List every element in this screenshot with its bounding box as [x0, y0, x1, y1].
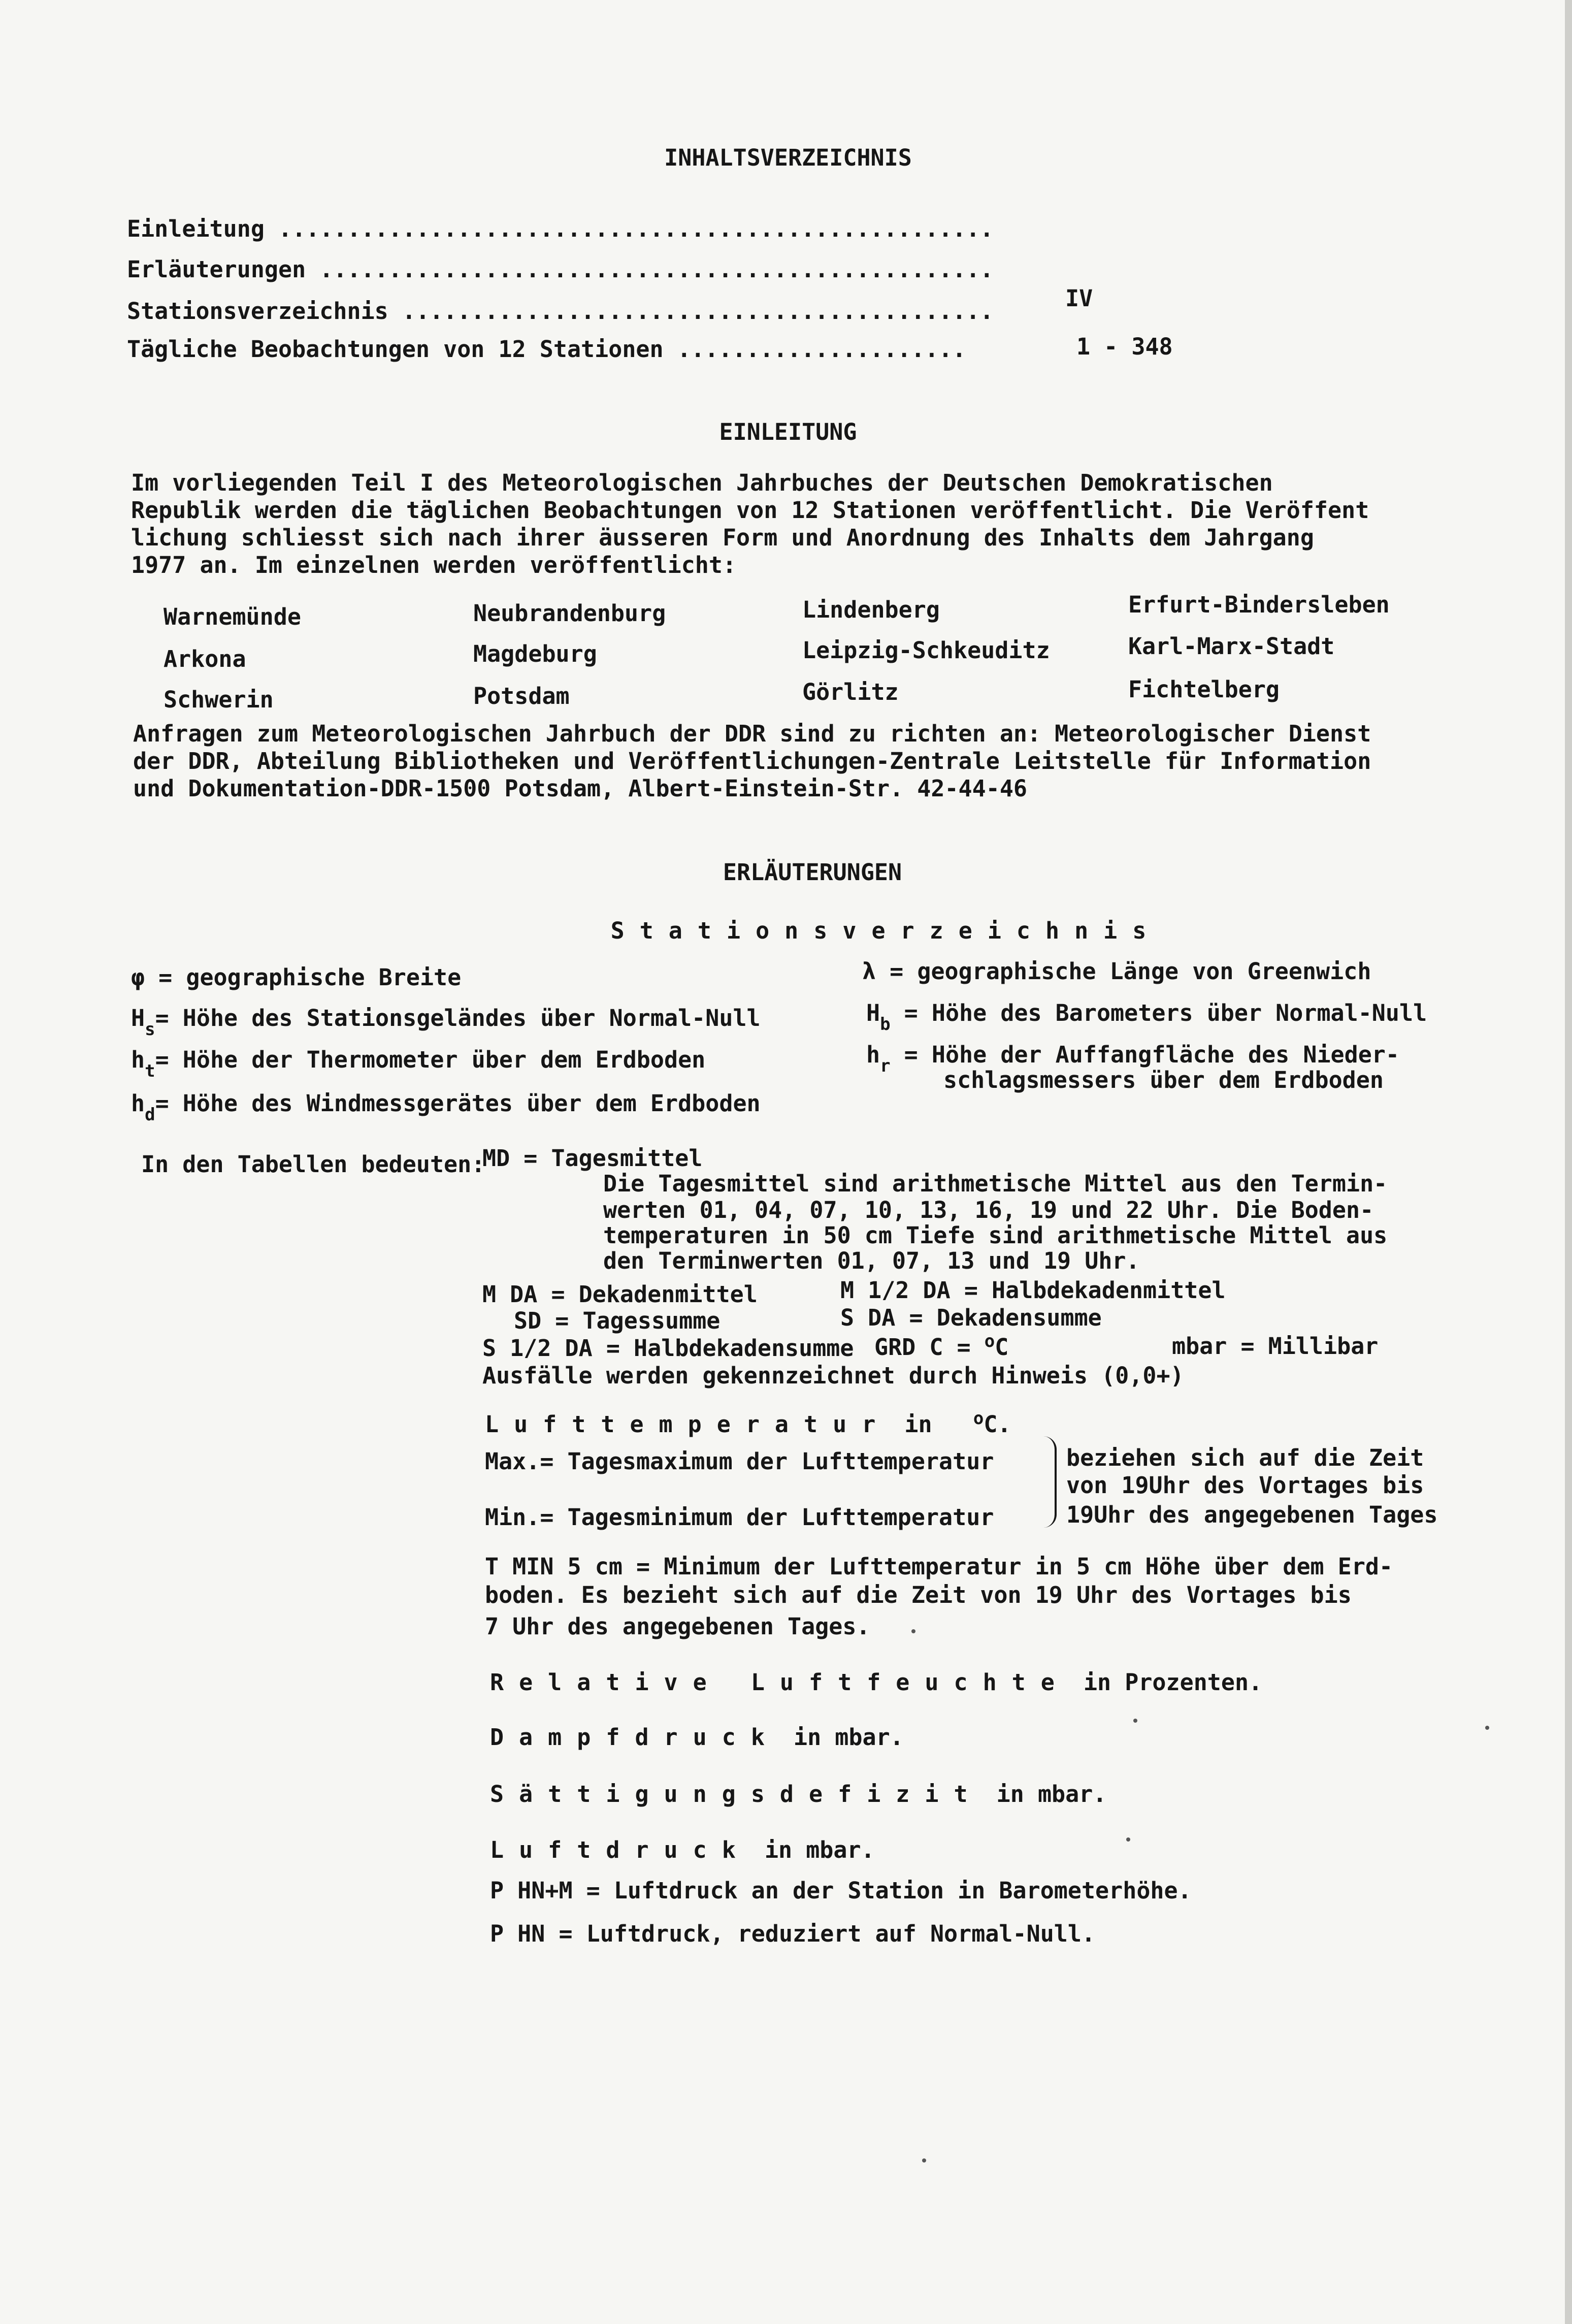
definition-hd: $h_d=$ Höhe des Windmessgerätes über dem Erdboden	[131, 1090, 761, 1125]
definition-lambda: λ = geographische Länge von Greenwich	[862, 958, 1371, 985]
bezug-line: beziehen sich auf die Zeit	[1066, 1444, 1424, 1471]
md-description-line: den Terminwerten 01, 07, 13 und 19 Uhr.	[603, 1247, 1140, 1274]
station-name: Karl-Marx-Stadt	[1128, 633, 1335, 660]
definition-min: Min.= Tagesminimum der Lufttemperatur	[485, 1504, 994, 1531]
toc-title: INHALTSVERZEICHNIS	[664, 144, 912, 171]
station-name: Arkona	[163, 645, 246, 672]
station-name: Leipzig-Schkeuditz	[802, 637, 1050, 664]
contact-line: und Dokumentation-DDR-1500 Potsdam, Albert-Einstein-Str. 42-44-46	[133, 775, 1027, 802]
intro-line: Republik werden die täglichen Beobachtungen von 12 Stationen veröffentlicht. Die Veröffent	[131, 497, 1369, 524]
toc-leader-dots: ...........................................	[402, 298, 994, 325]
subheading-lufttemperatur: Lufttemperatur in $^o$C.	[485, 1408, 1011, 1438]
toc-entry-einleitung[interactable]	[127, 217, 994, 240]
intro-line: Im vorliegenden Teil I des Meteorologischen Jahrbuches der Deutschen Demokratischen	[131, 469, 1273, 496]
curly-brace	[1043, 1436, 1057, 1528]
intro-line: lichung schliesst sich nach ihrer äusseren Form und Anordnung des Inhalts dem Jahrgang	[131, 524, 1314, 551]
scan-speck	[922, 2158, 926, 2162]
definition-sd: SD = Tagessumme	[514, 1307, 720, 1334]
contact-line: Anfragen zum Meteorologischen Jahrbuch der DDR sind zu richten an: Meteorologischer Dienst	[133, 720, 1371, 747]
station-name: Magdeburg	[473, 640, 597, 667]
toc-label: Tägliche Beobachtungen von 12 Stationen	[127, 336, 664, 363]
definition-md: MD = Tagesmittel	[482, 1145, 703, 1172]
definition-sda: S DA = Dekadensumme	[840, 1304, 1102, 1331]
scan-speck	[1485, 1726, 1489, 1730]
definition-m-halbdekade: M 1/2 DA = Halbdekadenmittel	[840, 1277, 1226, 1304]
definition-phi: φ = geographische Breite	[131, 964, 462, 991]
definition-hs: $H_s=$ Höhe des Stationsgeländes über Normal-Null	[131, 1005, 761, 1040]
subheading-dampfdruck: Dampfdruck in mbar.	[490, 1724, 904, 1751]
definition-p-hn-m: P HN+M = Luftdruck an der Station in Barometerhöhe.	[490, 1877, 1192, 1904]
toc-entry-taegliche-beobachtungen[interactable]	[127, 338, 966, 361]
toc-entry-stationsverzeichnis[interactable]	[127, 298, 994, 325]
contact-line: der DDR, Abteilung Bibliotheken und Veröffentlichungen-Zentrale Leitstelle für Information	[133, 748, 1371, 774]
md-description-line: temperaturen in 50 cm Tiefe sind arithmetische Mittel aus	[603, 1222, 1388, 1249]
station-name: Erfurt-Bindersleben	[1128, 591, 1390, 618]
scan-speck	[1133, 1719, 1137, 1723]
station-name: Fichtelberg	[1128, 676, 1280, 703]
station-name: Neubrandenburg	[473, 600, 666, 627]
md-description-line: Die Tagesmittel sind arithmetische Mittel aus den Termin-	[603, 1170, 1388, 1197]
md-description-line: werten 01, 04, 07, 10, 13, 16, 19 und 22 Uhr. Die Boden-	[603, 1197, 1374, 1223]
station-name: Lindenberg	[802, 596, 940, 623]
toc-leader-dots: .....................	[677, 336, 966, 363]
toc-page-number: IV	[1065, 285, 1093, 312]
station-name: Görlitz	[802, 679, 899, 705]
definition-hr: $h_r$ = Höhe der Auffangfläche des Nieder-	[866, 1041, 1399, 1076]
section-heading-erlaeuterungen: ERLÄUTERUNGEN	[723, 859, 902, 886]
definition-hb: $H_b$ = Höhe des Barometers über Normal-Null	[866, 999, 1427, 1035]
definition-mda: M DA = Dekadenmittel	[482, 1281, 758, 1308]
intro-line: 1977 an. Im einzelnen werden veröffentlicht:	[131, 552, 737, 578]
definition-mbar: mbar = Millibar	[1172, 1333, 1379, 1360]
toc-label: Erläuterungen	[127, 256, 306, 283]
station-name: Potsdam	[473, 683, 570, 709]
subheading-stationsverzeichnis: Stationsverzeichnis	[610, 917, 1162, 944]
definition-p-hn: P HN = Luftdruck, reduziert auf Normal-Null.	[490, 1920, 1096, 1947]
tmin-line: boden. Es bezieht sich auf die Zeit von 19 Uhr des Vortages bis	[485, 1581, 1352, 1608]
subheading-saettigungsdefizit: Sättigungsdefizit in mbar.	[490, 1781, 1107, 1807]
bezug-line: von 19Uhr des Vortages bis	[1066, 1472, 1424, 1499]
station-name: Schwerin	[163, 686, 274, 713]
scan-speck	[1126, 1837, 1130, 1842]
definition-s-halbdekade: S 1/2 DA = Halbdekadensumme	[482, 1335, 854, 1362]
tables-intro: In den Tabellen bedeuten:	[141, 1151, 485, 1178]
toc-leader-dots: ....................................................	[278, 215, 994, 242]
tmin-line: 7 Uhr des angegebenen Tages.	[485, 1613, 870, 1640]
definition-hr-continued: schlagsmessers über dem Erdboden	[943, 1067, 1384, 1093]
ausfall-note: Ausfälle werden gekennzeichnet durch Hinweis (0,0+)	[482, 1362, 1184, 1389]
definition-ht: $h_t=$ Höhe der Thermometer über dem Erdboden	[131, 1046, 706, 1081]
toc-page-range: 1 - 348	[1076, 333, 1173, 360]
definition-max: Max.= Tagesmaximum der Lufttemperatur	[485, 1448, 994, 1475]
scan-edge	[1565, 0, 1572, 2324]
toc-entry-erlaeuterungen[interactable]	[127, 258, 994, 281]
toc-label: Einleitung	[127, 215, 265, 242]
toc-leader-dots: .................................................	[319, 256, 994, 283]
subheading-relative-luftfeuchte: Relative Luftfeuchte in Prozenten.	[490, 1669, 1263, 1696]
toc-label: Stationsverzeichnis	[127, 298, 388, 325]
station-name: Warnemünde	[163, 603, 301, 630]
definition-grd: GRD C = $^o$C	[874, 1331, 1009, 1361]
scan-speck	[911, 1629, 915, 1633]
section-heading-einleitung: EINLEITUNG	[719, 418, 857, 445]
bezug-line: 19Uhr des angegebenen Tages	[1066, 1501, 1438, 1528]
tmin-line: T MIN 5 cm = Minimum der Lufttemperatur in 5 cm Höhe über dem Erd-	[485, 1553, 1393, 1580]
subheading-luftdruck: Luftdruck in mbar.	[490, 1836, 875, 1863]
